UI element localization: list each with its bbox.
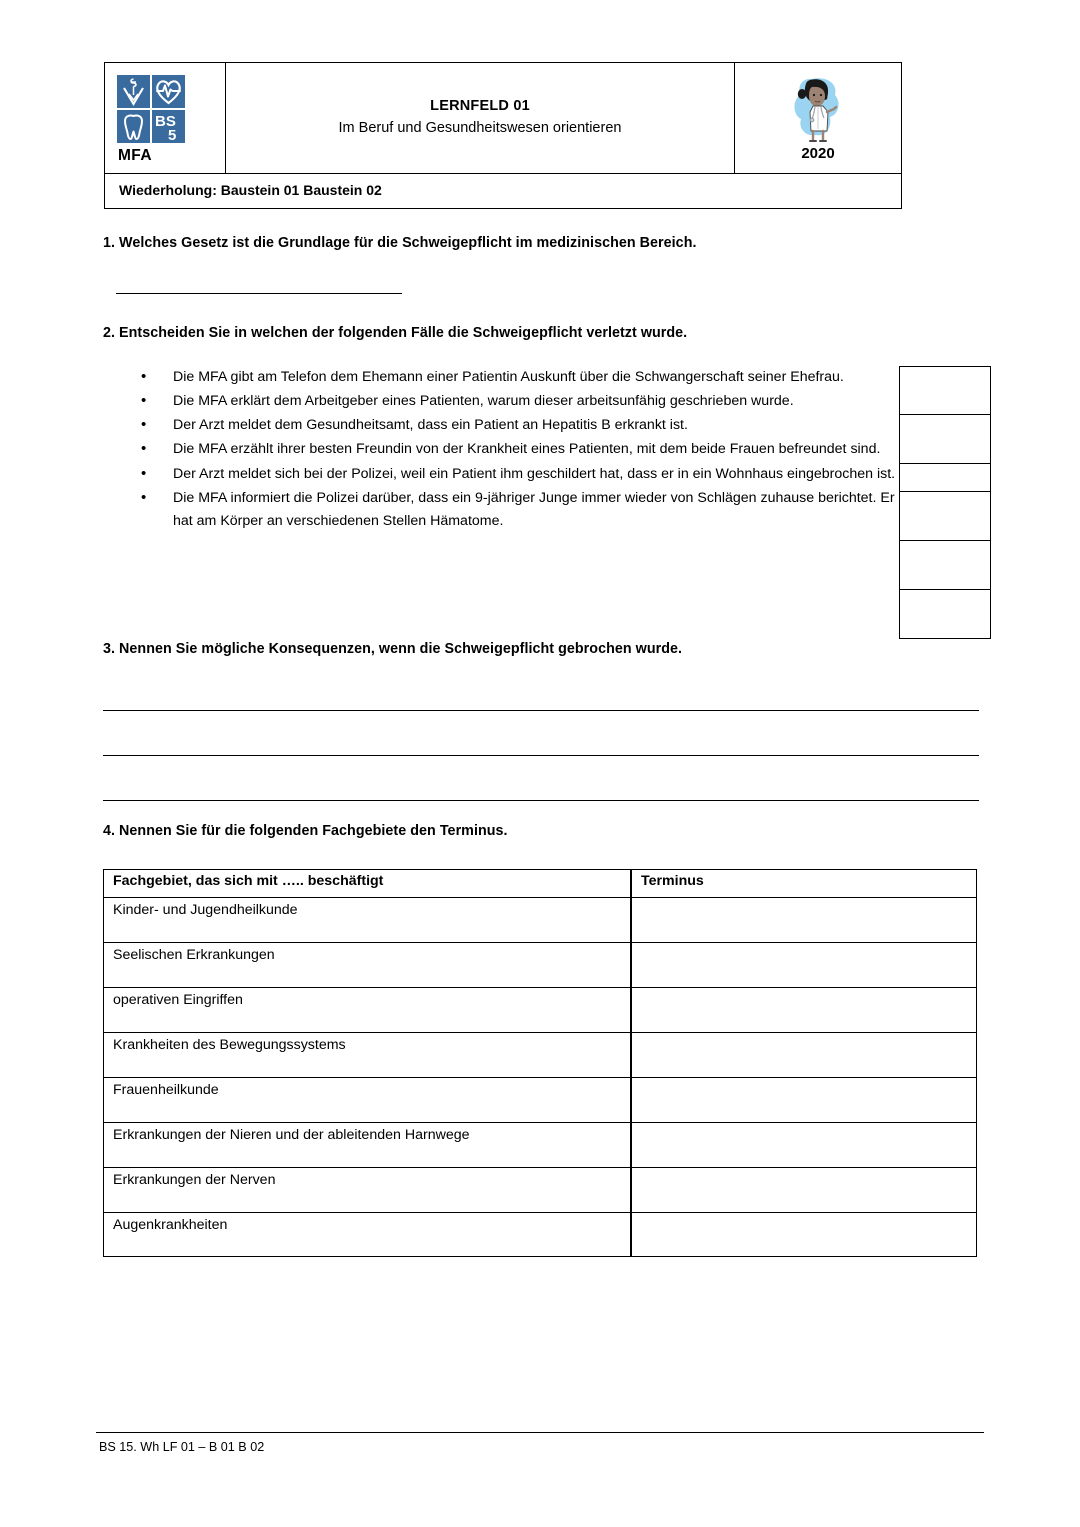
question-1-text: 1. Welches Gesetz ist die Grundlage für die Schweigepflicht im medizinischen Bereich.	[103, 235, 697, 251]
question-2-bullet-item: • Der Arzt meldet sich bei der Polizei, weil ein Patient ihm geschildert hat, dass er in ein Wohnhaus eingebrochen ist.	[135, 463, 897, 486]
terminus-table-cell-fachgebiet: Kinder- und Jugendheilkunde	[103, 897, 631, 942]
terminus-table-cell-fachgebiet: Erkrankungen der Nerven	[103, 1167, 631, 1212]
heart-ecg-icon	[152, 75, 185, 108]
terminus-table-cell-terminus[interactable]	[631, 1077, 977, 1122]
footer-divider	[96, 1432, 984, 1433]
question-2-answer-box[interactable]	[899, 463, 991, 491]
subheader-label: Wiederholung: Baustein 01 Baustein 02	[119, 182, 382, 198]
question-3-answer-line-3[interactable]	[103, 800, 979, 801]
terminus-table-header-terminus: Terminus	[631, 869, 977, 897]
lernfeld-title: LERNFELD 01	[430, 97, 530, 114]
terminus-table-cell-terminus[interactable]	[631, 897, 977, 942]
question-2-answer-box[interactable]	[899, 414, 991, 463]
terminus-table-cell-fachgebiet: Erkrankungen der Nieren und der ableitenden Harnwege	[103, 1122, 631, 1167]
terminus-table-right-column	[631, 873, 977, 1257]
footer-label: BS 15. Wh LF 01 – B 01 B 02	[99, 1440, 265, 1454]
question-2-bullet-item: • Die MFA erzählt ihrer besten Freundin von der Krankheit eines Patienten, mit dem beide Frauen befreundet sind.	[135, 438, 897, 461]
lernfeld-subtitle: Im Beruf und Gesundheitswesen orientieren	[338, 120, 622, 137]
header-logo-cell	[105, 63, 226, 174]
question-2-answer-box[interactable]	[899, 366, 991, 414]
question-2-bullet-item: • Der Arzt meldet dem Gesundheitsamt, dass ein Patient an Hepatitis B erkrankt ist.	[135, 414, 897, 437]
question-2-bullet-item: • Die MFA gibt am Telefon dem Ehemann einer Patientin Auskunft über die Schwangerschaft seiner Ehefrau.	[135, 366, 897, 389]
question-2-answer-boxes	[899, 366, 991, 639]
logo-tile-grid	[117, 75, 185, 143]
header-table	[104, 62, 902, 209]
question-2-bullet-item: • Die MFA informiert die Polizei darüber, dass ein 9-jähriger Junge immer wieder von Schlägen zuhause berichtet. Er hat am Körper an verschiedenen Stellen Hämatome.	[135, 487, 897, 533]
caduceus-icon	[117, 75, 150, 108]
header-subheader-row	[105, 174, 902, 209]
terminus-table-cell-fachgebiet: Frauenheilkunde	[103, 1077, 631, 1122]
question-2-bullet-list	[135, 366, 897, 534]
logo-brand-label: MFA	[118, 147, 152, 164]
header-year-label: 2020	[801, 144, 835, 162]
terminus-table-cell-fachgebiet: operativen Eingriffen	[103, 987, 631, 1032]
subheader-cell	[105, 174, 902, 209]
question-3-answer-line-2[interactable]	[103, 755, 979, 756]
question-2-answer-box[interactable]	[899, 589, 991, 639]
header-main-row	[105, 63, 902, 174]
question-2-text: 2. Entscheiden Sie in welchen der folgenden Fälle die Schweigepflicht verletzt wurde.	[103, 325, 688, 341]
terminus-table-header-fachgebiet: Fachgebiet, das sich mit ….. beschäftigt	[103, 869, 631, 897]
header-title-cell	[226, 63, 735, 174]
terminus-table-cell-fachgebiet: Seelischen Erkrankungen	[103, 942, 631, 987]
question-4-text: 4. Nennen Sie für die folgenden Fachgebiete den Terminus.	[103, 823, 508, 839]
header-year-cell	[735, 63, 902, 174]
question-3-text: 3. Nennen Sie mögliche Konsequenzen, wenn die Schweigepflicht gebrochen wurde.	[103, 641, 683, 657]
question-1-answer-line[interactable]	[116, 293, 402, 294]
terminus-table-cell-terminus[interactable]	[631, 942, 977, 987]
bs15-text-tile	[152, 110, 185, 143]
terminus-table-cell-fachgebiet: Krankheiten des Bewegungssystems	[103, 1032, 631, 1077]
terminus-table-cell-terminus[interactable]	[631, 987, 977, 1032]
terminus-table-cell-terminus[interactable]	[631, 1032, 977, 1077]
school-logo	[117, 75, 225, 165]
question-2-answer-box[interactable]	[899, 491, 991, 540]
terminus-table-cell-fachgebiet: Augenkrankheiten	[103, 1212, 631, 1257]
terminus-table-cell-terminus[interactable]	[631, 1167, 977, 1212]
svg-text:BS: BS	[155, 113, 176, 130]
question-2-bullet-item: • Die MFA erklärt dem Arbeitgeber eines Patienten, warum dieser arbeitsunfähig geschrieben wurde.	[135, 390, 897, 413]
svg-text:5: 5	[168, 127, 177, 143]
question-2-answer-box[interactable]	[899, 540, 991, 589]
terminus-table-cell-terminus[interactable]	[631, 1122, 977, 1167]
terminus-table-left-column	[103, 869, 631, 1257]
terminus-table-cell-terminus[interactable]	[631, 1212, 977, 1257]
question-3-answer-line-1[interactable]	[103, 710, 979, 711]
female-doctor-icon	[782, 71, 854, 143]
tooth-icon	[117, 110, 150, 143]
